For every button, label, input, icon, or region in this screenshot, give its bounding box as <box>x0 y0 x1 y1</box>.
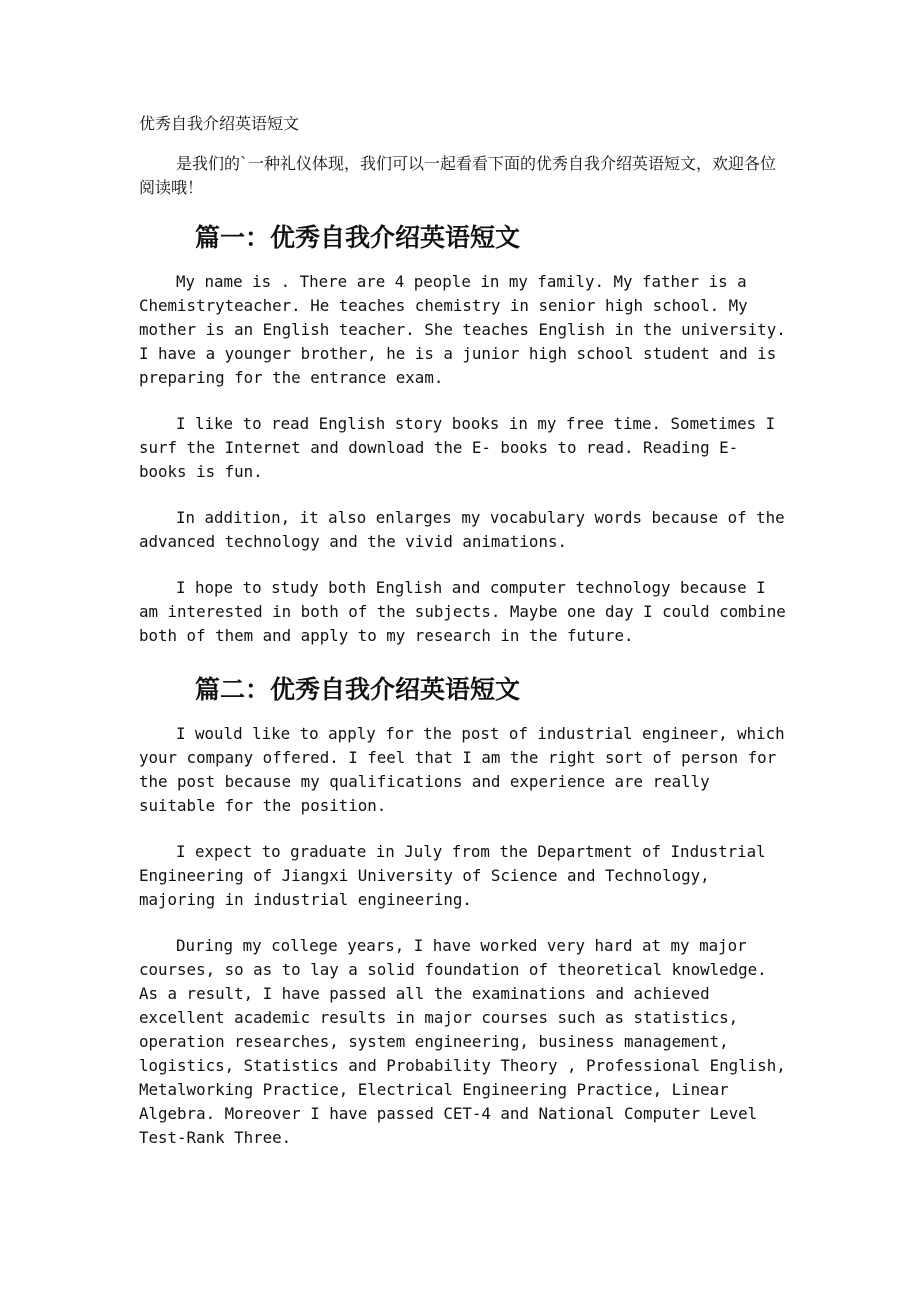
paragraph: I would like to apply for the post of industrial engineer, which your company offered. I feel that I am the right sort of person for the post because my qualifications and experience are really suitable for the position. <box>139 724 785 815</box>
paragraph: In addition, it also enlarges my vocabulary words because of the advanced technology and the vivid animations. <box>139 508 785 551</box>
intro-paragraph: 是我们的`一种礼仪体现，我们可以一起看看下面的优秀自我介绍英语短文，欢迎各位阅读哦！ <box>139 154 777 197</box>
section-2 <box>139 670 789 1150</box>
section-1 <box>139 218 789 648</box>
document-title: 优秀自我介绍英语短文 <box>139 114 300 133</box>
section-heading: 篇二：优秀自我介绍英语短文 <box>195 675 521 704</box>
paragraph: I hope to study both English and computer technology because I am interested in both of the subjects. Maybe one day I could combine both of them and apply to my research in the future. <box>139 578 786 645</box>
paragraph: I like to read English story books in my free time. Sometimes I surf the Internet and download the E- books to read. Reading E- books is fun. <box>139 414 776 481</box>
paragraph: My name is . There are 4 people in my family. My father is a Chemistryteacher. He teaches chemistry in senior high school. My mother is an English teacher. She teaches English in the university. I have a younger brother, he is a junior high school student and is preparing for the entrance exam. <box>139 272 786 387</box>
section-heading: 篇一：优秀自我介绍英语短文 <box>195 223 521 252</box>
paragraph: I expect to graduate in July from the Department of Industrial Engineering of Jiangxi University of Science and Technology, majoring in industrial engineering. <box>139 842 766 909</box>
paragraph: During my college years, I have worked very hard at my major courses, so as to lay a solid foundation of theoretical knowledge. As a result, I have passed all the examinations and achieved excellent academic results in major courses such as statistics, operation researches, system engineering, business management, logistics, Statistics and Probability Theory , Professional English, Metalworking Practice, Electrical Engineering Practice, Linear Algebra. Moreover I have passed CET-4 and National Computer Level Test-Rank Three. <box>139 936 786 1147</box>
document-page <box>139 112 789 1172</box>
